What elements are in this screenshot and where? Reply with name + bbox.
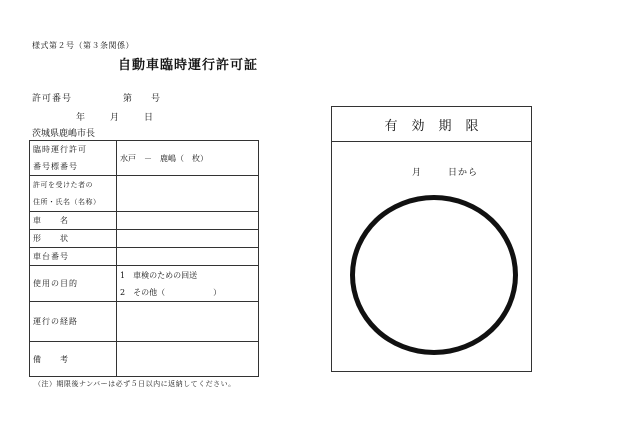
holder-address-label [30, 176, 117, 212]
remarks-value [117, 342, 259, 377]
plate-number-label [30, 141, 117, 176]
chassis-number-value [117, 248, 259, 266]
vehicle-shape-value [117, 230, 259, 248]
form-code: 様式第２号（第３条関係） [32, 41, 134, 50]
route-label: 運行の経路 [30, 302, 117, 342]
document-title: 自動車臨時運行許可証 [118, 58, 259, 73]
date-day-label: 日 [144, 113, 154, 123]
permit-number-prefix: 第 [123, 94, 133, 104]
label-line: 住所・氏名（名称） [33, 197, 101, 206]
table-row [30, 302, 259, 342]
validity-box [331, 106, 532, 372]
validity-from-label: 日から [448, 168, 479, 178]
label-line: 許可を受けた者の [33, 180, 93, 189]
purpose-option: 1 車検のための回送 [120, 270, 198, 280]
vehicle-shape-label: 形 状 [30, 230, 117, 248]
table-row [30, 212, 259, 230]
vehicle-name-value [117, 212, 259, 230]
usage-purpose-value [117, 266, 259, 302]
validity-circle-mark [350, 195, 518, 355]
table-row [30, 230, 259, 248]
date-month-label: 月 [110, 113, 120, 123]
footnote: （注）期限後ナンバーは必ず５日以内に返納してください。 [34, 380, 236, 388]
route-value [117, 302, 259, 342]
table-row [30, 141, 259, 176]
table-row [30, 266, 259, 302]
label-line: 番号標番号 [33, 162, 78, 171]
table-row [30, 176, 259, 212]
date-year-label: 年 [76, 113, 86, 123]
table-row [30, 342, 259, 377]
remarks-label: 備 考 [30, 342, 117, 377]
permit-number-label: 許可番号 [32, 94, 73, 104]
table-row [30, 248, 259, 266]
validity-title: 有効期限 [332, 107, 531, 142]
chassis-number-label: 車台番号 [30, 248, 117, 266]
permit-details-table [29, 140, 259, 377]
label-line: 臨時運行許可 [33, 145, 87, 154]
validity-month-label: 月 [412, 168, 422, 178]
permit-number-suffix: 号 [151, 94, 161, 104]
vehicle-name-label: 車 名 [30, 212, 117, 230]
plate-number-value: 水戸 － 鹿嶋（ 枚） [117, 141, 259, 176]
usage-purpose-label: 使用の目的 [30, 266, 117, 302]
holder-address-value [117, 176, 259, 212]
issuer-name: 茨城県鹿嶋市長 [32, 129, 96, 139]
purpose-option: 2 その他（ ） [120, 287, 222, 297]
